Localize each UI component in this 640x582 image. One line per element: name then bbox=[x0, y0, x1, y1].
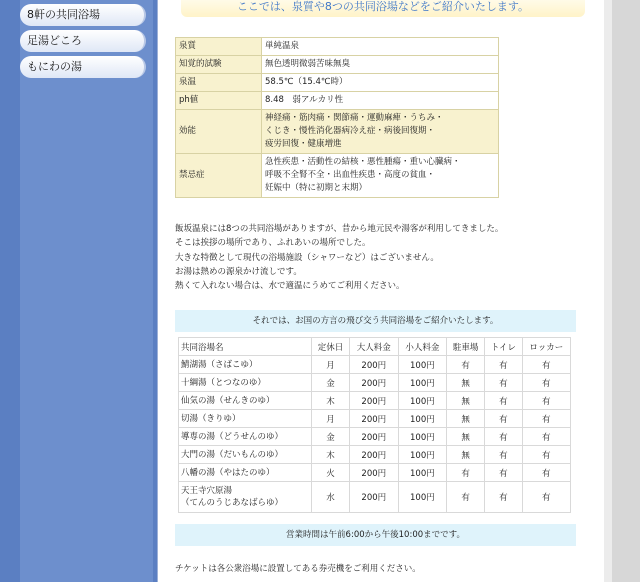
spring-value-line: 神経痛・筋肉痛・関節痛・運動麻痺・うちみ・ bbox=[265, 113, 444, 123]
baths-caption: それでは、お国の方言の飛び交う共同浴場をご紹介いたします。 bbox=[175, 310, 576, 332]
spring-value-line: 無色透明微弱苦味無臭 bbox=[265, 59, 351, 69]
table-row bbox=[179, 428, 571, 446]
bath-locker: 有 bbox=[522, 392, 570, 410]
bath-toilet: 有 bbox=[485, 482, 522, 513]
bath-adult-fee: 200円 bbox=[350, 392, 399, 410]
bath-name: 鯖湖湯（さばこゆ） bbox=[179, 356, 312, 374]
spring-value-line: 呼吸不全腎不全・出血性疾患・高度の貧血・ bbox=[265, 170, 436, 180]
spring-value-line: 妊娠中（特に初期と末期） bbox=[265, 183, 368, 193]
bath-closed-day: 火 bbox=[312, 464, 350, 482]
table-row bbox=[179, 464, 571, 482]
bath-name: 仙気の湯（せんきのゆ） bbox=[179, 392, 312, 410]
bath-locker: 有 bbox=[522, 356, 570, 374]
bath-closed-day: 金 bbox=[312, 428, 350, 446]
bath-parking: 無 bbox=[447, 410, 485, 428]
bath-name: 大門の湯（だいもんのゆ） bbox=[179, 446, 312, 464]
column-header: ロッカー bbox=[522, 338, 570, 356]
intro-line: そこは挨拶の場所であり、ふれあいの場所でした。 bbox=[175, 238, 371, 249]
column-header: 小人料金 bbox=[398, 338, 447, 356]
bath-toilet: 有 bbox=[485, 410, 522, 428]
bath-locker: 有 bbox=[522, 482, 570, 513]
bath-parking: 有 bbox=[447, 464, 485, 482]
bath-name bbox=[179, 482, 312, 513]
page-banner: ここでは、泉質や8つの共同浴場などをご紹介いたします。 bbox=[181, 0, 585, 17]
bath-name-line: 天王寺穴原湯 bbox=[181, 486, 233, 496]
sidebar-item-kyodo-yokujo[interactable]: 8軒の共同浴場 bbox=[20, 4, 146, 26]
bath-child-fee: 100円 bbox=[398, 446, 447, 464]
bath-child-fee: 100円 bbox=[398, 392, 447, 410]
bath-parking: 有 bbox=[447, 482, 485, 513]
bath-parking: 無 bbox=[447, 392, 485, 410]
bath-child-fee: 100円 bbox=[398, 428, 447, 446]
bath-adult-fee: 200円 bbox=[350, 446, 399, 464]
bath-closed-day: 木 bbox=[312, 446, 350, 464]
bath-locker: 有 bbox=[522, 374, 570, 392]
table-row bbox=[179, 446, 571, 464]
bath-name: 八幡の湯（やはたのゆ） bbox=[179, 464, 312, 482]
spring-value-line: 単純温泉 bbox=[265, 41, 300, 51]
bath-closed-day: 水 bbox=[312, 482, 350, 513]
bath-toilet: 有 bbox=[485, 392, 522, 410]
column-header: 駐車場 bbox=[447, 338, 485, 356]
bath-closed-day: 月 bbox=[312, 410, 350, 428]
baths-header-row bbox=[179, 338, 571, 356]
sidebar-item-moniwa[interactable]: もにわの湯 bbox=[20, 56, 146, 78]
ticket-note: チケットは各公衆浴場に設置してある券売機をご利用ください。 bbox=[175, 564, 421, 574]
spring-key: 泉質 bbox=[176, 38, 262, 56]
bath-child-fee: 100円 bbox=[398, 464, 447, 482]
spring-row bbox=[176, 92, 499, 110]
table-row bbox=[179, 356, 571, 374]
table-row bbox=[179, 410, 571, 428]
bath-toilet: 有 bbox=[485, 446, 522, 464]
bath-toilet: 有 bbox=[485, 464, 522, 482]
bath-locker: 有 bbox=[522, 446, 570, 464]
bath-adult-fee: 200円 bbox=[350, 356, 399, 374]
intro-line: 大きな特徴として現代の浴場施設（シャワーなど）はございません。 bbox=[175, 252, 439, 263]
bath-adult-fee: 200円 bbox=[350, 428, 399, 446]
bath-toilet: 有 bbox=[485, 428, 522, 446]
spring-value bbox=[262, 74, 499, 92]
bath-adult-fee: 200円 bbox=[350, 482, 399, 513]
spring-key: 知覚的試験 bbox=[176, 56, 262, 74]
intro-line: 熱くて入れない場合は、水で適温にうめてご利用ください。 bbox=[175, 281, 405, 292]
column-header: 共同浴場名 bbox=[179, 338, 312, 356]
intro-line: お湯は熱めの源泉かけ流しです。 bbox=[175, 266, 302, 277]
spring-key: 泉温 bbox=[176, 74, 262, 92]
spring-info-table bbox=[175, 37, 499, 198]
spring-row bbox=[176, 38, 499, 56]
table-row bbox=[179, 482, 571, 513]
spring-key: ph値 bbox=[176, 92, 262, 110]
sidebar-item-ashiyu[interactable]: 足湯どころ bbox=[20, 30, 146, 52]
spring-row bbox=[176, 74, 499, 92]
bath-parking: 有 bbox=[447, 356, 485, 374]
business-hours: 営業時間は午前6:00から午後10:00までです。 bbox=[175, 524, 576, 546]
spring-value-line: 疲労回復・健康増進 bbox=[265, 139, 342, 149]
bath-child-fee: 100円 bbox=[398, 410, 447, 428]
column-header: トイレ bbox=[485, 338, 522, 356]
intro-paragraph bbox=[175, 222, 595, 293]
bath-closed-day: 金 bbox=[312, 374, 350, 392]
spring-key: 禁忌症 bbox=[176, 154, 262, 198]
baths-table bbox=[178, 337, 571, 513]
bath-name-line: （てんのうじあなばらゆ） bbox=[181, 498, 284, 508]
bath-closed-day: 木 bbox=[312, 392, 350, 410]
bath-locker: 有 bbox=[522, 410, 570, 428]
bath-closed-day: 月 bbox=[312, 356, 350, 374]
bath-locker: 有 bbox=[522, 464, 570, 482]
spring-value bbox=[262, 92, 499, 110]
sidebar-nav bbox=[20, 4, 146, 82]
bath-toilet: 有 bbox=[485, 374, 522, 392]
bath-child-fee: 100円 bbox=[398, 374, 447, 392]
spring-value bbox=[262, 56, 499, 74]
bath-child-fee: 100円 bbox=[398, 356, 447, 374]
table-row bbox=[179, 374, 571, 392]
left-band-inner bbox=[20, 0, 153, 582]
spring-value-line: 8.48 弱アルカリ性 bbox=[265, 95, 344, 105]
column-header: 大人料金 bbox=[350, 338, 399, 356]
bath-name: 十綱湯（とつなのゆ） bbox=[179, 374, 312, 392]
spring-value-line: 58.5℃（15.4℃時） bbox=[265, 77, 348, 87]
intro-line: 飯坂温泉には8つの共同浴場がありますが、昔から地元民や湯客が利用してきました。 bbox=[175, 224, 504, 234]
spring-value bbox=[262, 38, 499, 56]
bath-child-fee: 100円 bbox=[398, 482, 447, 513]
spring-key: 効能 bbox=[176, 110, 262, 154]
bath-adult-fee: 200円 bbox=[350, 374, 399, 392]
spring-value bbox=[262, 154, 499, 198]
spring-row bbox=[176, 154, 499, 198]
bath-name: 切湯（きりゆ） bbox=[179, 410, 312, 428]
spring-row bbox=[176, 110, 499, 154]
bath-parking: 無 bbox=[447, 374, 485, 392]
spring-value bbox=[262, 110, 499, 154]
bath-toilet: 有 bbox=[485, 356, 522, 374]
bath-parking: 無 bbox=[447, 428, 485, 446]
bath-locker: 有 bbox=[522, 428, 570, 446]
bath-parking: 無 bbox=[447, 446, 485, 464]
column-header: 定休日 bbox=[312, 338, 350, 356]
right-strip-inner bbox=[604, 0, 612, 582]
spring-value-line: くじき・慢性消化器病冷え症・病後回復期・ bbox=[265, 126, 436, 136]
bath-adult-fee: 200円 bbox=[350, 410, 399, 428]
spring-value-line: 急性疾患・活動性の結核・悪性腫瘍・重い心臓病・ bbox=[265, 157, 461, 167]
table-row bbox=[179, 392, 571, 410]
spring-row bbox=[176, 56, 499, 74]
bath-name: 導専の湯（どうせんのゆ） bbox=[179, 428, 312, 446]
bath-adult-fee: 200円 bbox=[350, 464, 399, 482]
